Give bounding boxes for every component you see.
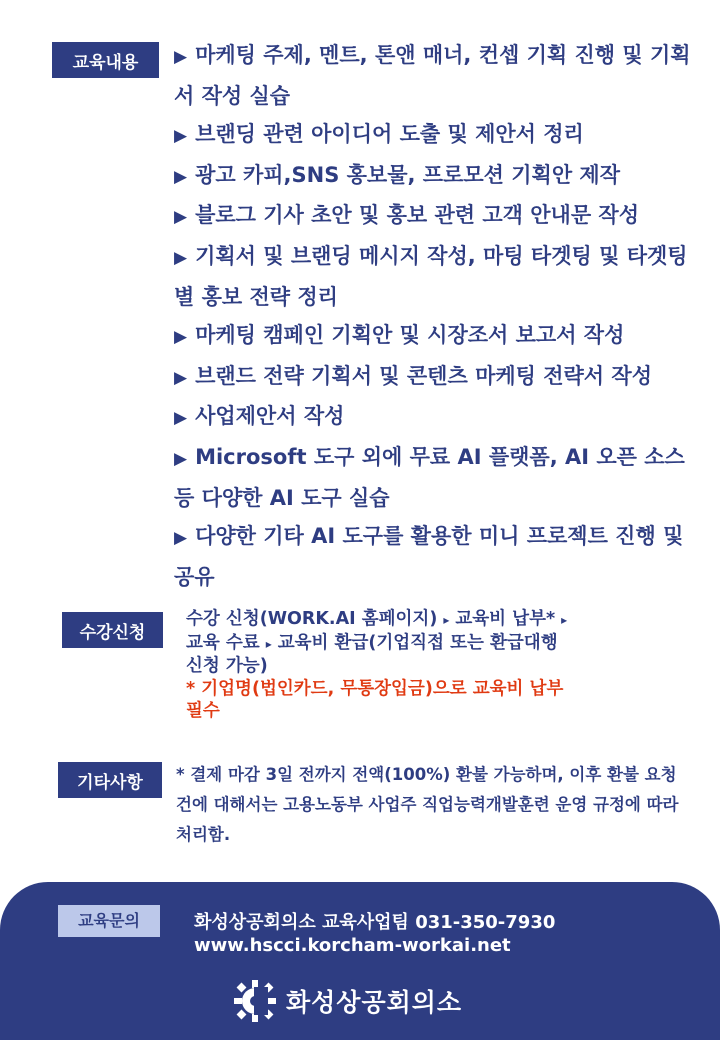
apply-step: 교육비 납부* — [455, 609, 556, 629]
apply-line-3: 신청 가능) — [186, 656, 268, 676]
gear-icon — [232, 978, 278, 1024]
arrow-right-icon: ▶ — [174, 528, 188, 549]
list-item — [174, 156, 694, 197]
arrow-right-icon: ▶ — [174, 207, 188, 228]
apply-step: 교육 수료 — [186, 632, 260, 653]
apply-badge: 수강신청 — [62, 612, 163, 648]
triangle-right-icon: ▸ — [265, 636, 272, 651]
list-item — [174, 316, 694, 357]
list-item — [174, 357, 694, 398]
list-item-text: Microsoft 도구 외에 무료 AI 플랫폼, AI 오픈 소스 등 다양한 AI 도구 실습 — [174, 444, 685, 510]
apply-line-2 — [186, 632, 656, 656]
education-badge: 교육내용 — [52, 42, 159, 78]
contact-info: 화성상공회의소 교육사업팀 031-350-7930 — [194, 912, 556, 933]
arrow-right-icon: ▶ — [174, 126, 188, 147]
arrow-right-icon: ▶ — [174, 47, 188, 67]
list-item-text: 브랜딩 관련 아이디어 도출 및 제안서 정리 — [195, 122, 584, 147]
other-badge: 기타사항 — [58, 762, 162, 798]
list-item — [174, 237, 694, 316]
apply-step: 교육비 환급(기업직접 또는 환급대행 — [277, 632, 558, 653]
list-item — [174, 517, 694, 596]
arrow-right-icon: ▶ — [174, 166, 188, 187]
arrow-right-icon: ▶ — [174, 247, 188, 268]
contact-badge: 교육문의 — [58, 905, 160, 937]
triangle-right-icon: ▸ — [443, 613, 450, 627]
apply-steps — [186, 608, 656, 723]
triangle-right-icon: ▸ — [561, 613, 568, 627]
list-item — [174, 397, 694, 438]
arrow-right-icon: ▶ — [174, 327, 188, 348]
list-item-text: 마케팅 주제, 멘트, 톤앤 매너, 컨셉 기획 진행 및 기획서 작성 실습 — [174, 43, 691, 108]
arrow-right-icon: ▶ — [174, 367, 188, 388]
payment-note: * 기업명(법인카드, 무통장입금)으로 교육비 납부 — [186, 678, 564, 699]
list-item — [174, 115, 694, 156]
logo-text: 화성상공회의소 — [286, 988, 463, 1017]
list-item — [174, 36, 694, 115]
list-item-text: 기획서 및 브랜딩 메시지 작성, 마팅 타겟팅 및 타겟팅 별 홍보 전략 정리 — [174, 243, 688, 309]
refund-policy-text: * 결제 마감 3일 전까지 전액(100%) 환불 가능하며, 이후 환불 요청건에 대해서는 고용노동부 사업주 직업능력개발훈련 운영 규정에 따라 처리함. — [176, 765, 679, 844]
list-item-text: 다양한 기타 AI 도구를 활용한 미니 프로젝트 진행 및 공유 — [174, 524, 684, 589]
list-item-text: 마케팅 캠페인 기획안 및 시장조서 보고서 작성 — [195, 323, 625, 348]
apply-line-1 — [186, 608, 656, 632]
chamber-logo — [232, 978, 462, 1024]
list-item-text: 블로그 기사 초안 및 홍보 관련 고객 안내문 작성 — [195, 203, 639, 228]
education-list — [174, 36, 694, 596]
arrow-right-icon: ▶ — [174, 448, 188, 469]
list-item-text: 광고 카피,SNS 홍보물, 프로모션 기획안 제작 — [195, 162, 620, 187]
list-item — [174, 196, 694, 237]
arrow-right-icon: ▶ — [174, 408, 188, 429]
apply-step: 수강 신청(WORK.AI 홈페이지) — [186, 609, 438, 629]
list-item — [174, 438, 694, 517]
list-item-text: 사업제안서 작성 — [195, 404, 345, 429]
contact-url[interactable]: www.hscci.korcham-workai.net — [194, 935, 511, 956]
list-item-text: 브랜드 전략 기획서 및 콘텐츠 마케팅 전략서 작성 — [195, 363, 652, 388]
payment-note-cont: 필수 — [186, 701, 220, 721]
